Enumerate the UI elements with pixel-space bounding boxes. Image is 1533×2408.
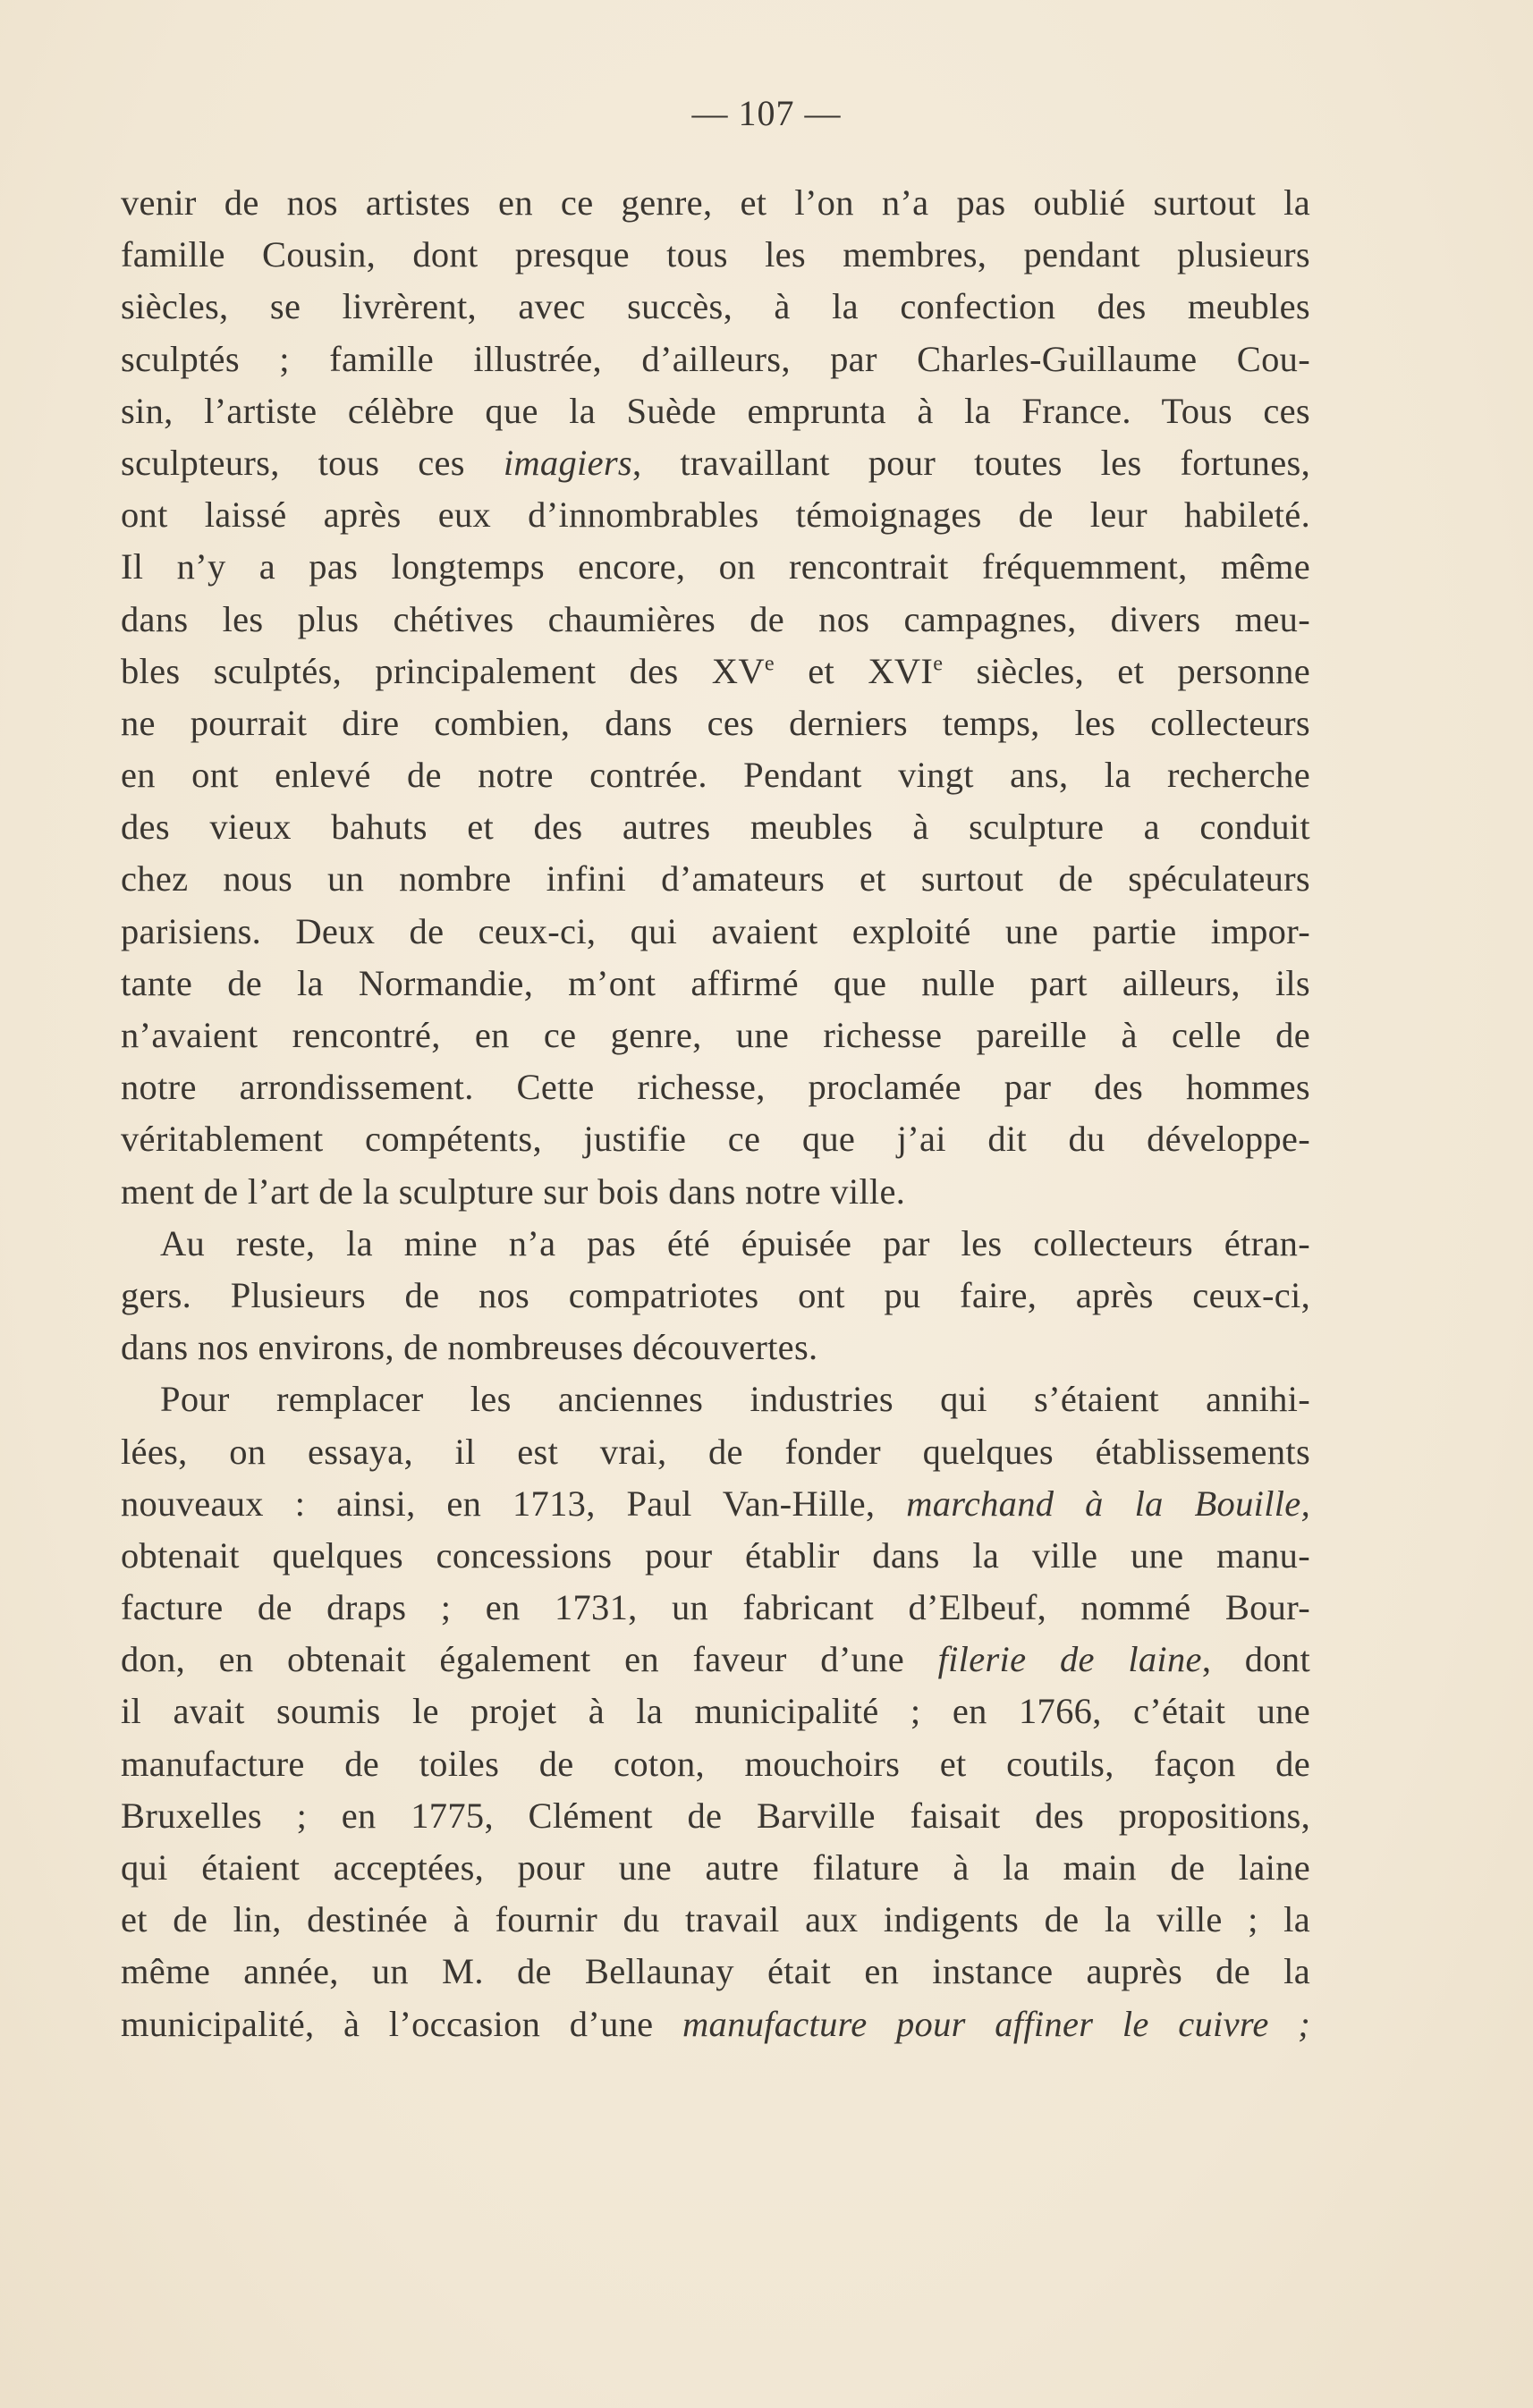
text-line — [121, 1686, 1310, 1737]
text-span: sculptés ; famille illustrée, d’ailleurs, par Charles-Guillaume Cou- — [121, 338, 1310, 379]
text-line — [121, 177, 1310, 229]
text-span: et de lin, destinée à fournir du travail aux indigents de la ville ; la — [121, 1899, 1310, 1940]
text-line — [121, 281, 1310, 333]
text-line — [121, 1373, 1310, 1425]
italic-text: imagiers — [503, 442, 632, 483]
text-line — [121, 334, 1310, 385]
paragraph — [121, 177, 1310, 1218]
text-line — [121, 541, 1310, 593]
text-line — [121, 749, 1310, 801]
text-line — [121, 1478, 1310, 1530]
text-span: des vieux bahuts et des autres meubles à sculpture a conduit — [121, 807, 1310, 848]
text-line — [121, 1842, 1310, 1894]
text-span: facture de draps ; en 1731, un fabricant d’Elbeuf, nommé Bour- — [121, 1587, 1310, 1628]
italic-text: filerie de laine — [937, 1639, 1202, 1680]
text-line — [121, 1998, 1310, 2050]
text-span: ne pourrait dire combien, dans ces derniers temps, les collecteurs — [121, 702, 1310, 743]
text-span: Pour remplacer les anciennes industries qui s’étaient annihi- — [160, 1379, 1310, 1420]
text-span: siècles, et personne — [943, 650, 1310, 691]
text-span: obtenait quelques concessions pour établir dans la ville une manu- — [121, 1534, 1310, 1576]
text-line — [121, 1426, 1310, 1478]
text-span: il avait soumis le projet à la municipalité ; en 1766, c’était une — [121, 1691, 1310, 1732]
paragraph — [121, 1218, 1310, 1374]
text-line — [121, 1582, 1310, 1634]
text-span: véritablement compétents, justifie ce que j’ai dit du développe- — [121, 1119, 1310, 1160]
text-span: , dont — [1201, 1639, 1310, 1680]
text-span: gers. Plusieurs de nos compatriotes ont pu faire, après ceux-ci, — [121, 1274, 1310, 1315]
text-line — [121, 906, 1310, 958]
text-span: manufacture de toiles de coton, mouchoirs et coutils, façon de — [121, 1743, 1310, 1784]
text-line — [121, 1530, 1310, 1582]
text-span: chez nous un nombre infini d’amateurs et surtout de spéculateurs — [121, 858, 1310, 900]
text-span: don, en obtenait également en faveur d’une — [121, 1639, 938, 1680]
text-line — [121, 489, 1310, 541]
text-span: notre arrondissement. Cette richesse, proclamée par des hommes — [121, 1067, 1310, 1108]
body-text — [121, 177, 1310, 2050]
text-line — [121, 1634, 1310, 1686]
text-line — [121, 1322, 1310, 1373]
text-line — [121, 1738, 1310, 1790]
text-span: famille Cousin, dont presque tous les membres, pendant plusieurs — [121, 234, 1310, 275]
text-span: n’avaient rencontré, en ce genre, une richesse pareille à celle de — [121, 1015, 1310, 1055]
text-span: ment de l’art de la sculpture sur bois dans notre ville. — [121, 1170, 906, 1212]
text-span: Au reste, la mine n’a pas été épuisée par les collecteurs étran- — [160, 1222, 1310, 1263]
text-span: qui étaient acceptées, pour une autre filature à la main de laine — [121, 1847, 1310, 1888]
paragraph — [121, 1373, 1310, 2049]
text-span: sin, l’artiste célèbre que la Suède emprunta à la France. Tous ces — [121, 390, 1310, 431]
text-span: en ont enlevé de notre contrée. Pendant vingt ans, la recherche — [121, 755, 1310, 796]
text-line — [121, 229, 1310, 281]
text-span: tante de la Normandie, m’ont affirmé que nulle part ailleurs, ils — [121, 962, 1310, 1003]
text-span: dans les plus chétives chaumières de nos campagnes, divers meu- — [121, 598, 1310, 639]
text-line — [121, 1790, 1310, 1842]
text-line — [121, 1166, 1310, 1218]
text-span: , travaillant pour toutes les fortunes, — [631, 442, 1310, 483]
text-span: nouveaux : ainsi, en 1713, Paul Van-Hille, — [121, 1483, 907, 1524]
text-span: Bruxelles ; en 1775, Clément de Barville faisait des propositions, — [121, 1795, 1310, 1836]
text-span: Il n’y a pas longtemps encore, on rencontrait fréquemment, même — [121, 546, 1310, 587]
text-span: lées, on essaya, il est vrai, de fonder quelques établissements — [121, 1431, 1310, 1472]
text-line — [121, 437, 1310, 489]
text-line — [121, 801, 1310, 853]
italic-text: marchand à la Bouille, — [906, 1483, 1311, 1524]
text-span: parisiens. Deux de ceux-ci, qui avaient exploité une partie impor- — [121, 910, 1310, 951]
text-span: municipalité, à l’occasion d’une — [121, 2003, 682, 2044]
text-span: dans nos environs, de nombreuses découvertes. — [121, 1327, 818, 1368]
text-span: même année, un M. de Bellaunay était en instance auprès de la — [121, 1951, 1310, 1992]
text-line — [121, 1946, 1310, 1998]
text-span: ont laissé après eux d’innombrables témoignages de leur habileté. — [121, 494, 1310, 536]
text-span: venir de nos artistes en ce genre, et l’on n’a pas oublié surtout la — [121, 182, 1310, 223]
superscript: e — [933, 651, 944, 676]
italic-text: manufacture pour affiner le cuivre ; — [682, 2003, 1310, 2044]
text-line — [121, 594, 1310, 646]
text-line — [121, 1218, 1310, 1270]
text-line — [121, 853, 1310, 905]
text-line — [121, 1061, 1310, 1113]
text-span: bles sculptés, principalement des XV — [121, 650, 765, 691]
text-span: siècles, se livrèrent, avec succès, à la confection des meubles — [121, 286, 1310, 327]
page-number: — 107 — — [691, 93, 842, 133]
text-line — [121, 958, 1310, 1010]
text-line — [121, 1010, 1310, 1061]
text-line — [121, 697, 1310, 749]
text-line — [121, 1894, 1310, 1946]
text-line — [121, 385, 1310, 437]
text-span: sculpteurs, tous ces — [121, 442, 504, 483]
text-span: et XVI — [774, 650, 934, 691]
text-line — [121, 646, 1310, 697]
text-line — [121, 1113, 1310, 1165]
text-line — [121, 1270, 1310, 1322]
superscript: e — [764, 651, 775, 676]
